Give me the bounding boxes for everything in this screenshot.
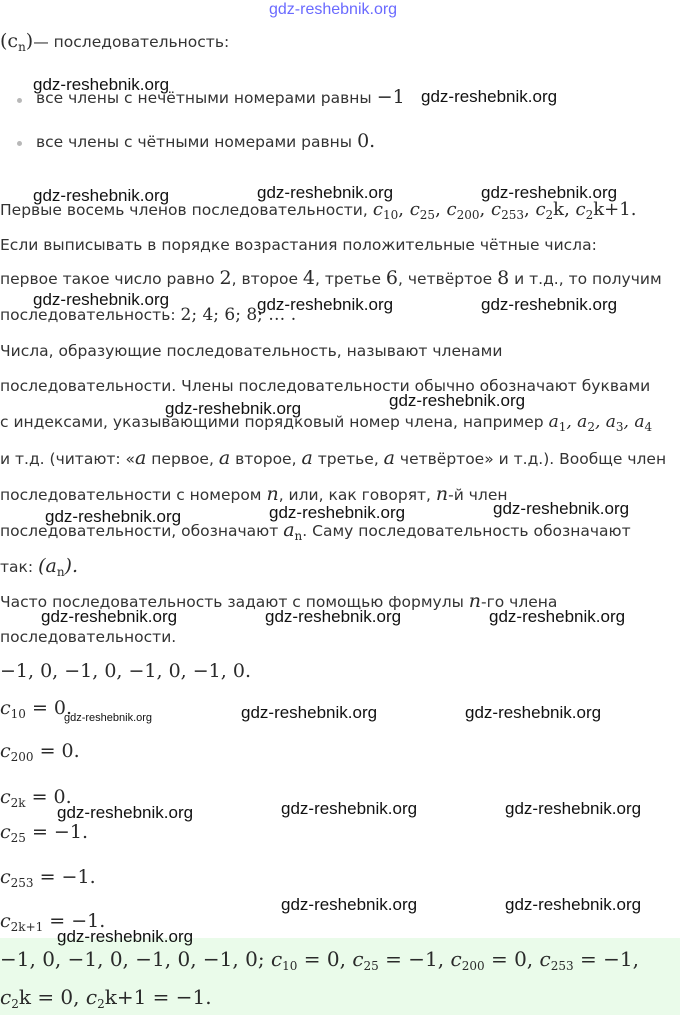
- watermark-link[interactable]: gdz-reshebnik.org: [493, 499, 630, 518]
- theory-line: первое такое число равно 2, второе 4, третье 6, четвёртое 8 и т.д., то получим: [0, 267, 662, 289]
- watermark-link[interactable]: gdz-reshebnik.org: [33, 75, 170, 94]
- watermark-link[interactable]: gdz-reshebnik.org: [281, 799, 418, 818]
- bullet-icon: [17, 141, 22, 146]
- task-statement: Первые восемь членов последовательности, $c_{10}$, $c_{25}$, $c_{200}$, $c_{253}$, $c_2k$, $c_2k+1$.: [0, 199, 637, 222]
- watermark-link[interactable]: gdz-reshebnik.org: [269, 503, 406, 522]
- watermark-link[interactable]: gdz-reshebnik.org: [64, 712, 153, 724]
- definition-text: — последовательность:: [33, 33, 230, 51]
- watermark-link[interactable]: gdz-reshebnik.org: [33, 290, 170, 309]
- watermark-link[interactable]: gdz-reshebnik.org: [505, 895, 642, 914]
- solution-sequence: −1, 0, −1, 0, −1, 0, −1, 0.: [0, 660, 251, 682]
- watermark-link[interactable]: gdz-reshebnik.org: [257, 183, 394, 202]
- a-terms: $a_1$, $a_2$, $a_3$, $a_4$: [548, 412, 653, 434]
- task-terms: $c_{10}$, $c_{25}$, $c_{200}$, $c_{253}$, $c_2k$, $c_2k+1$.: [372, 199, 637, 222]
- solution-line: $c_{2k+1} = -1$.: [0, 910, 106, 934]
- watermark-link[interactable]: gdz-reshebnik.org: [465, 703, 602, 722]
- answer-box: [0, 938, 680, 1015]
- watermark-link[interactable]: gdz-reshebnik.org: [481, 295, 618, 314]
- watermark-link[interactable]: gdz-reshebnik.org: [505, 799, 642, 818]
- bullet-icon: [17, 98, 22, 103]
- theory-line: последовательности, обозначают $a_n$. Саму последовательность обозначают: [0, 519, 631, 543]
- bullet-even-members: все члены с чётными номерами равны 0.: [36, 130, 376, 152]
- theory-line: последовательности.: [0, 628, 177, 646]
- solution-line: $c_{253} = -1$.: [0, 866, 96, 890]
- watermark-link[interactable]: gdz-reshebnik.org: [265, 607, 402, 626]
- watermark-link[interactable]: gdz-reshebnik.org: [421, 87, 558, 106]
- theory-line: Числа, образующие последовательность, называют членами: [0, 342, 503, 360]
- watermark-link[interactable]: gdz-reshebnik.org: [57, 927, 194, 946]
- sequence-symbol: $(c_n)$: [0, 30, 34, 54]
- watermark-link[interactable]: gdz-reshebnik.org: [41, 607, 178, 626]
- theory-line: так: $(a_n)$.: [0, 555, 78, 579]
- watermark-link[interactable]: gdz-reshebnik.org: [257, 295, 394, 314]
- theory-line: и т.д. (читают: «a первое, a второе, a третье, a четвёртое» и т.д.). Вообще член: [0, 447, 667, 469]
- bullet-odd-members: все члены с нечётными номерами равны −1: [36, 86, 405, 108]
- solution-line: $c_{25} = -1$.: [0, 821, 88, 845]
- site-watermark[interactable]: gdz-reshebnik.org: [269, 1, 398, 18]
- watermark-link[interactable]: gdz-reshebnik.org: [165, 399, 302, 418]
- watermark-link[interactable]: gdz-reshebnik.org: [241, 703, 378, 722]
- theory-line: последовательность: 2; 4; 6; 8; … .: [0, 305, 297, 325]
- watermark-link[interactable]: gdz-reshebnik.org: [489, 607, 626, 626]
- watermark-link[interactable]: gdz-reshebnik.org: [389, 391, 526, 410]
- watermark-link[interactable]: gdz-reshebnik.org: [281, 895, 418, 914]
- watermark-link[interactable]: gdz-reshebnik.org: [481, 183, 618, 202]
- theory-line: Часто последовательность задают с помощью формулы n-го члена: [0, 590, 558, 612]
- watermark-link[interactable]: gdz-reshebnik.org: [33, 186, 170, 205]
- theory-line: с индексами, указывающими порядковый номер члена, например $a_1$, $a_2$, $a_3$, $a_4$: [0, 412, 653, 434]
- solution-line: $c_{10} = 0$.: [0, 697, 73, 721]
- solution-line: $c_{200} = 0$.: [0, 740, 80, 764]
- theory-line: последовательности. Члены последовательности обычно обозначают буквами: [0, 377, 651, 395]
- theory-line: последовательности с номером n, или, как говорят, n-й член: [0, 483, 508, 505]
- theory-line: Если выписывать в порядке возрастания положительные чётные числа:: [0, 236, 597, 254]
- watermark-link[interactable]: gdz-reshebnik.org: [45, 507, 182, 526]
- answer-line-1: −1, 0, −1, 0, −1, 0, −1, 0; $c_{10} = 0$, $c_{25} = -1$, $c_{200} = 0$, $c_{253} = -1$,: [0, 947, 639, 973]
- sequence-definition: [0, 30, 229, 54]
- answer-line-2: $c_2k = 0$, $c_2k+1 = -1$.: [0, 985, 212, 1011]
- watermark-link[interactable]: gdz-reshebnik.org: [57, 803, 194, 822]
- solution-line: $c_{2k} = 0$.: [0, 786, 72, 810]
